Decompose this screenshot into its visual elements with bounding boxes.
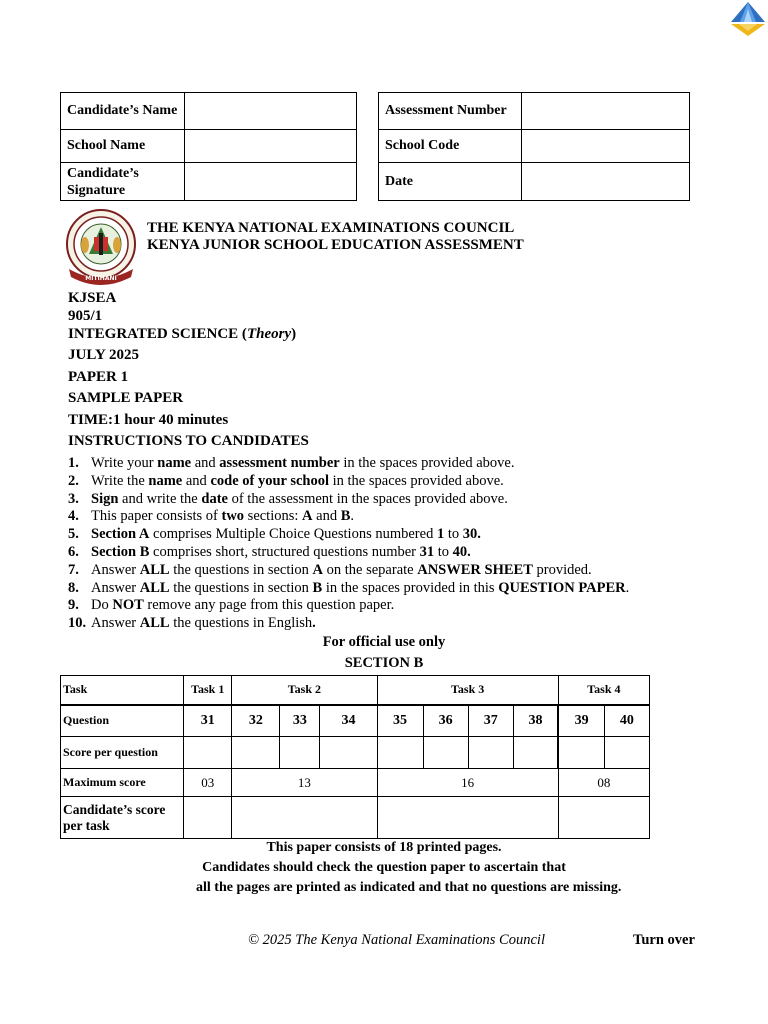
instruction-text: in the spaces provided in this (322, 579, 499, 596)
instruction-bold-text: code of your school (210, 472, 329, 489)
copyright: © 2025 The Kenya National Examinations Council (248, 932, 545, 948)
instruction-bold-text: name (157, 455, 192, 471)
instruction-text: and (191, 455, 220, 471)
assessment-info-table (378, 92, 690, 201)
subject-close: ) (291, 326, 297, 342)
question-row (61, 705, 650, 737)
question-number: 35 (377, 705, 423, 737)
instruction-text: in the spaces provided above. (329, 472, 504, 489)
instruction-text: Write the (91, 472, 149, 489)
instruction-text: the questions in section (169, 579, 313, 596)
max-score-task-2: 13 (232, 769, 377, 797)
sample-paper-label: SAMPLE PAPER (68, 390, 184, 406)
instruction-number: 9. (68, 597, 79, 614)
instruction-bold-text: name (148, 472, 183, 489)
instruction-bold-text: two (221, 508, 245, 525)
instruction-text: Write your (91, 455, 158, 471)
instruction-bold-text: 1 (436, 526, 445, 543)
instruction-item (68, 455, 629, 473)
instruction-bold-text: Sign (91, 490, 119, 507)
maximum-score-row (61, 769, 650, 797)
score-cell[interactable] (320, 737, 377, 769)
score-cell[interactable] (468, 737, 513, 769)
task-1-header: Task 1 (184, 676, 232, 705)
question-number: 39 (558, 705, 604, 737)
max-score-task-3: 16 (377, 769, 558, 797)
instruction-text: Answer (91, 579, 140, 596)
instruction-item (68, 473, 629, 491)
score-cell[interactable] (377, 737, 423, 769)
candidate-info-table (60, 92, 357, 201)
instruction-number: 8. (68, 579, 79, 596)
instruction-bold-text: A (302, 508, 313, 525)
instruction-text: sections: (244, 508, 303, 525)
candidate-score-label (61, 797, 184, 839)
instruction-number: 6. (68, 543, 79, 560)
school-code-field[interactable] (522, 130, 690, 163)
instruction-item (68, 544, 629, 562)
question-number: 32 (232, 705, 280, 737)
instruction-bold-text: date (201, 490, 228, 507)
subject-theory: Theory (246, 326, 292, 342)
council-title: THE KENYA NATIONAL EXAMINATIONS COUNCIL (147, 220, 515, 236)
candidate-signature-field[interactable] (185, 163, 357, 201)
instruction-bold-text: 40. (452, 543, 471, 560)
question-number: 38 (513, 705, 558, 737)
score-cell[interactable] (232, 737, 280, 769)
task-2-header: Task 2 (232, 676, 377, 705)
subject-title (68, 326, 296, 343)
instruction-item (68, 491, 629, 509)
instruction-bold-text: NOT (112, 597, 144, 614)
check-note-line2: all the pages are printed as indicated and that no questions are missing. (196, 880, 622, 895)
exam-time: TIME:1 hour 40 minutes (68, 412, 229, 428)
instruction-text: to (434, 543, 453, 560)
instruction-number: 4. (68, 508, 79, 525)
score-table (60, 675, 650, 839)
maximum-score-label: Maximum score (61, 769, 184, 797)
instruction-text: . (350, 508, 355, 525)
score-cell[interactable] (513, 737, 558, 769)
instruction-text: the questions in section (169, 561, 313, 578)
check-note-line1: Candidates should check the question paper to ascertain that (202, 860, 566, 875)
instruction-number: 3. (68, 490, 79, 507)
instruction-bold-text: assessment number (219, 455, 340, 471)
exam-code: KJSEA (68, 290, 117, 306)
question-number: 40 (604, 705, 649, 737)
task-score-cell[interactable] (184, 797, 232, 839)
turn-over: Turn over (633, 932, 695, 948)
question-row-label: Question (61, 705, 184, 737)
school-name-label: School Name (61, 130, 185, 163)
instruction-bold-text: . (312, 615, 316, 632)
candidate-name-label: Candidate’s Name (61, 93, 185, 130)
official-use-title: For official use only (322, 634, 446, 650)
task-row-label: Task (61, 676, 184, 705)
instruction-text: Answer (91, 561, 140, 578)
question-number: 31 (184, 705, 232, 737)
score-cell[interactable] (280, 737, 320, 769)
candidate-score-row (61, 797, 650, 839)
assessment-number-field[interactable] (522, 93, 690, 130)
instruction-number: 2. (68, 472, 79, 489)
date-field[interactable] (522, 163, 690, 201)
instruction-text: . (625, 579, 630, 596)
score-per-question-label: Score per question (61, 737, 184, 769)
instruction-bold-text: QUESTION PAPER (498, 579, 626, 596)
subject-name: INTEGRATED SCIENCE ( (68, 326, 247, 342)
instruction-bold-text: ALL (139, 615, 170, 632)
instruction-bold-text: B (312, 579, 323, 596)
instruction-text: on the separate (323, 561, 418, 578)
instruction-text: to (444, 526, 463, 543)
knec-seal-icon (61, 207, 141, 287)
instruction-item (68, 526, 629, 544)
paper-code: 905/1 (68, 308, 103, 324)
instruction-bold-text: A (312, 561, 324, 578)
task-score-cell[interactable] (377, 797, 558, 839)
score-cell[interactable] (184, 737, 232, 769)
instruction-text: and (182, 472, 211, 489)
instruction-item (68, 580, 629, 598)
score-cell[interactable] (423, 737, 468, 769)
signature-label-line2: Signature (67, 182, 126, 198)
corner-logo-icon (727, 0, 768, 38)
instruction-number: 7. (68, 561, 79, 578)
instruction-text: and (312, 508, 341, 525)
max-score-task-1: 03 (184, 769, 232, 797)
instruction-bold-text: B (340, 508, 351, 525)
school-code-label: School Code (379, 130, 522, 163)
instructions-list (68, 455, 629, 633)
task-score-cell[interactable] (232, 797, 377, 839)
instruction-text: and write the (118, 490, 202, 507)
score-cell[interactable] (604, 737, 649, 769)
exam-date: JULY 2025 (68, 347, 139, 363)
instructions-title: INSTRUCTIONS TO CANDIDATES (68, 433, 309, 449)
instruction-bold-text: ALL (139, 561, 170, 578)
paper-number: PAPER 1 (68, 369, 129, 385)
task-score-cell[interactable] (558, 797, 649, 839)
instruction-bold-text: 30. (462, 526, 481, 543)
assessment-title: KENYA JUNIOR SCHOOL EDUCATION ASSESSMENT (147, 237, 524, 253)
instruction-bold-text: ANSWER SHEET (417, 561, 533, 578)
instruction-item (68, 562, 629, 580)
instruction-text: the questions in English (169, 615, 313, 632)
pages-note: This paper consists of 18 printed pages. (266, 840, 502, 855)
candidate-score-label-line2: per task (63, 817, 110, 833)
date-label: Date (379, 163, 522, 201)
school-name-field[interactable] (185, 130, 357, 163)
instruction-bold-text: Section A (91, 526, 150, 543)
question-number: 33 (280, 705, 320, 737)
question-number: 36 (423, 705, 468, 737)
instruction-bold-text: ALL (139, 579, 170, 596)
instruction-item (68, 615, 629, 633)
instruction-bold-text: 31 (419, 543, 435, 560)
task-3-header: Task 3 (377, 676, 558, 705)
question-number: 37 (468, 705, 513, 737)
task-4-header: Task 4 (558, 676, 649, 705)
instruction-text: remove any page from this question paper. (143, 597, 395, 614)
instruction-number: 10. (68, 615, 87, 632)
instruction-item (68, 508, 629, 526)
candidate-score-label-line1: Candidate’s score (63, 801, 166, 817)
signature-label-line1: Candidate’s (67, 165, 139, 181)
section-b-title: SECTION B (344, 655, 424, 671)
candidate-signature-label (61, 163, 185, 201)
instruction-text: of the assessment in the spaces provided above. (227, 490, 508, 507)
score-cell[interactable] (558, 737, 604, 769)
instruction-bold-text: Section B (91, 543, 150, 560)
instruction-text: provided. (532, 561, 592, 578)
instruction-item (68, 597, 629, 615)
instruction-text: Answer (91, 615, 140, 632)
instruction-number: 1. (68, 455, 79, 471)
instruction-number: 5. (68, 526, 79, 543)
task-row (61, 676, 650, 705)
assessment-number-label: Assessment Number (379, 93, 522, 130)
instruction-text: This paper consists of (91, 508, 222, 525)
instruction-text: comprises short, structured questions number (149, 543, 420, 560)
score-per-question-row (61, 737, 650, 769)
question-number: 34 (320, 705, 377, 737)
max-score-task-4: 08 (558, 769, 649, 797)
instruction-text: Do (91, 597, 113, 614)
instruction-text: comprises Multiple Choice Questions numbered (149, 526, 437, 543)
seal-text: MITIHANI (85, 275, 117, 282)
candidate-name-field[interactable] (185, 93, 357, 130)
instruction-text: in the spaces provided above. (339, 455, 515, 471)
